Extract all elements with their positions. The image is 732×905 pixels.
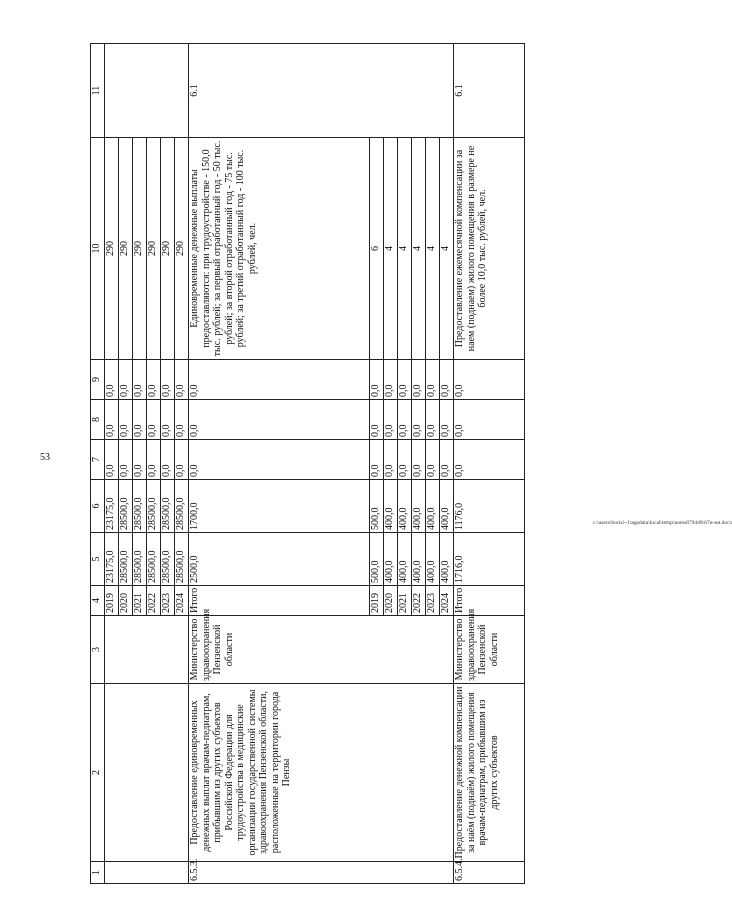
col11-value: 6.1 bbox=[189, 44, 454, 138]
value-col6: 400,0 bbox=[384, 480, 398, 533]
value-col5: 28500,0 bbox=[161, 533, 175, 586]
col-header: 8 bbox=[91, 400, 105, 440]
col-header: 7 bbox=[91, 440, 105, 480]
year-cell: 2021 bbox=[133, 586, 147, 616]
year-cell: 2024 bbox=[440, 586, 454, 616]
value-col6: 28500,0 bbox=[133, 480, 147, 533]
table-row bbox=[189, 44, 370, 884]
value-col6: 1700,0 bbox=[189, 480, 370, 533]
empty-cell bbox=[105, 44, 189, 138]
col11-value: 6.1 bbox=[454, 44, 525, 138]
value-col5: 2500,0 bbox=[189, 533, 370, 586]
value-col9: 0,0 bbox=[370, 360, 384, 400]
year-cell: 2019 bbox=[370, 586, 384, 616]
value-col7: 0,0 bbox=[147, 440, 161, 480]
value-col6: 28500,0 bbox=[119, 480, 133, 533]
value-col7: 0,0 bbox=[189, 440, 370, 480]
value-col6: 400,0 bbox=[440, 480, 454, 533]
col-header: 3 bbox=[91, 616, 105, 684]
value-col9: 0,0 bbox=[105, 360, 119, 400]
value-col10: 4 bbox=[384, 138, 398, 360]
total-label: Итого bbox=[189, 586, 370, 616]
value-col8: 0,0 bbox=[147, 400, 161, 440]
value-col5: 28500,0 bbox=[147, 533, 161, 586]
value-col9: 0,0 bbox=[161, 360, 175, 400]
empty-cell bbox=[105, 616, 189, 684]
value-col5: 23175,0 bbox=[105, 533, 119, 586]
value-col6: 23175,0 bbox=[105, 480, 119, 533]
value-col8: 0,0 bbox=[175, 400, 189, 440]
year-cell: 2022 bbox=[412, 586, 426, 616]
value-col7: 0,0 bbox=[440, 440, 454, 480]
col-header: 1 bbox=[91, 862, 105, 884]
value-col7: 0,0 bbox=[105, 440, 119, 480]
value-col5: 28500,0 bbox=[175, 533, 189, 586]
value-col10: 290 bbox=[161, 138, 175, 360]
value-col6: 28500,0 bbox=[147, 480, 161, 533]
section-number: 6.5.3. bbox=[189, 862, 454, 884]
value-col8: 0,0 bbox=[398, 400, 412, 440]
col-header: 9 bbox=[91, 360, 105, 400]
value-col9: 0,0 bbox=[426, 360, 440, 400]
value-col10: 290 bbox=[175, 138, 189, 360]
value-col5: 400,0 bbox=[440, 533, 454, 586]
value-col9: 0,0 bbox=[189, 360, 370, 400]
value-col6: 400,0 bbox=[426, 480, 440, 533]
value-col5: 28500,0 bbox=[133, 533, 147, 586]
value-col10: 4 bbox=[398, 138, 412, 360]
table-row bbox=[105, 44, 119, 884]
col-header: 5 bbox=[91, 533, 105, 586]
value-col10: 4 bbox=[412, 138, 426, 360]
value-col10: 4 bbox=[426, 138, 440, 360]
value-col7: 0,0 bbox=[454, 440, 525, 480]
value-col8: 0,0 bbox=[105, 400, 119, 440]
value-col10: 290 bbox=[105, 138, 119, 360]
value-col8: 0,0 bbox=[384, 400, 398, 440]
value-col5: 28500,0 bbox=[119, 533, 133, 586]
value-col8: 0,0 bbox=[440, 400, 454, 440]
value-col5: 400,0 bbox=[398, 533, 412, 586]
value-col7: 0,0 bbox=[175, 440, 189, 480]
rotated-page-content bbox=[90, 44, 610, 884]
section-name: Предоставление денежной компенсации за наём (поднаём) жилого помещения врачам-педиатрам, прибывшим из других субъектов bbox=[454, 684, 525, 862]
value-col10: 290 bbox=[119, 138, 133, 360]
value-col5: 400,0 bbox=[384, 533, 398, 586]
value-col7: 0,0 bbox=[161, 440, 175, 480]
indicator-description: Единовременные денежные выплаты предоставляются: при трудоустройстве - 150,0 тыс. рублей; за первый отработанный год - 50 тыс. рублей; за второй отработанный год - 75 тыс. рублей; за третий отработанный год - 100 тыс. рублей, чел. bbox=[189, 138, 370, 360]
page-number: 53 bbox=[40, 452, 50, 463]
col-header: 6 bbox=[91, 480, 105, 533]
value-col10: 6 bbox=[370, 138, 384, 360]
value-col9: 0,0 bbox=[384, 360, 398, 400]
col-header: 10 bbox=[91, 138, 105, 360]
value-col9: 0,0 bbox=[175, 360, 189, 400]
value-col9: 0,0 bbox=[119, 360, 133, 400]
col-header: 11 bbox=[91, 44, 105, 138]
header-row bbox=[91, 44, 105, 884]
value-col7: 0,0 bbox=[370, 440, 384, 480]
col-header: 4 bbox=[91, 586, 105, 616]
value-col6: 500,0 bbox=[370, 480, 384, 533]
value-col8: 0,0 bbox=[454, 400, 525, 440]
value-col7: 0,0 bbox=[133, 440, 147, 480]
value-col5: 1716,0 bbox=[454, 533, 525, 586]
total-label: Итого bbox=[454, 586, 525, 616]
program-table bbox=[90, 43, 525, 884]
value-col9: 0,0 bbox=[147, 360, 161, 400]
value-col8: 0,0 bbox=[161, 400, 175, 440]
col-header: 2 bbox=[91, 684, 105, 862]
value-col6: 1176,0 bbox=[454, 480, 525, 533]
value-col8: 0,0 bbox=[133, 400, 147, 440]
table-row bbox=[454, 44, 525, 884]
value-col7: 0,0 bbox=[398, 440, 412, 480]
indicator-description: Предоставление ежемесячной компенсации за наем (поднаем) жилого помещения в размере не более 10,0 тыс. рублей, чел. bbox=[454, 138, 525, 360]
value-col5: 500,0 bbox=[370, 533, 384, 586]
value-col6: 28500,0 bbox=[175, 480, 189, 533]
value-col8: 0,0 bbox=[370, 400, 384, 440]
year-cell: 2024 bbox=[175, 586, 189, 616]
year-cell: 2020 bbox=[119, 586, 133, 616]
responsible-org: Министерство здравоохранения Пензенской области bbox=[454, 616, 525, 684]
value-col6: 28500,0 bbox=[161, 480, 175, 533]
value-col9: 0,0 bbox=[398, 360, 412, 400]
value-col9: 0,0 bbox=[412, 360, 426, 400]
value-col8: 0,0 bbox=[189, 400, 370, 440]
value-col8: 0,0 bbox=[412, 400, 426, 440]
value-col8: 0,0 bbox=[426, 400, 440, 440]
year-cell: 2023 bbox=[161, 586, 175, 616]
section-name: Предоставление единовременных денежных выплат врачам-педиатрам, прибывшим из других субъектов Российской Федерации для трудоустройства в медицинские организации государственной системы здравоохранения Пензенской области, расположенные на территории города Пензы bbox=[189, 684, 454, 862]
empty-cell bbox=[105, 684, 189, 862]
value-col7: 0,0 bbox=[426, 440, 440, 480]
value-col6: 400,0 bbox=[398, 480, 412, 533]
year-cell: 2020 bbox=[384, 586, 398, 616]
value-col5: 400,0 bbox=[426, 533, 440, 586]
section-number: 6.5.4. bbox=[454, 862, 525, 884]
file-path-footer: c:\users\borisl~1\appdata\local\temp\notes879448\67н-ии.docx bbox=[593, 520, 732, 526]
value-col10: 4 bbox=[440, 138, 454, 360]
value-col10: 290 bbox=[147, 138, 161, 360]
year-cell: 2023 bbox=[426, 586, 440, 616]
value-col7: 0,0 bbox=[412, 440, 426, 480]
responsible-org: Министерство здравоохранения Пензенской области bbox=[189, 616, 454, 684]
value-col5: 400,0 bbox=[412, 533, 426, 586]
value-col9: 0,0 bbox=[454, 360, 525, 400]
value-col9: 0,0 bbox=[133, 360, 147, 400]
value-col9: 0,0 bbox=[440, 360, 454, 400]
value-col6: 400,0 bbox=[412, 480, 426, 533]
value-col10: 290 bbox=[133, 138, 147, 360]
value-col7: 0,0 bbox=[119, 440, 133, 480]
year-cell: 2022 bbox=[147, 586, 161, 616]
year-cell: 2019 bbox=[105, 586, 119, 616]
value-col7: 0,0 bbox=[384, 440, 398, 480]
empty-cell bbox=[105, 862, 189, 884]
value-col8: 0,0 bbox=[119, 400, 133, 440]
year-cell: 2021 bbox=[398, 586, 412, 616]
